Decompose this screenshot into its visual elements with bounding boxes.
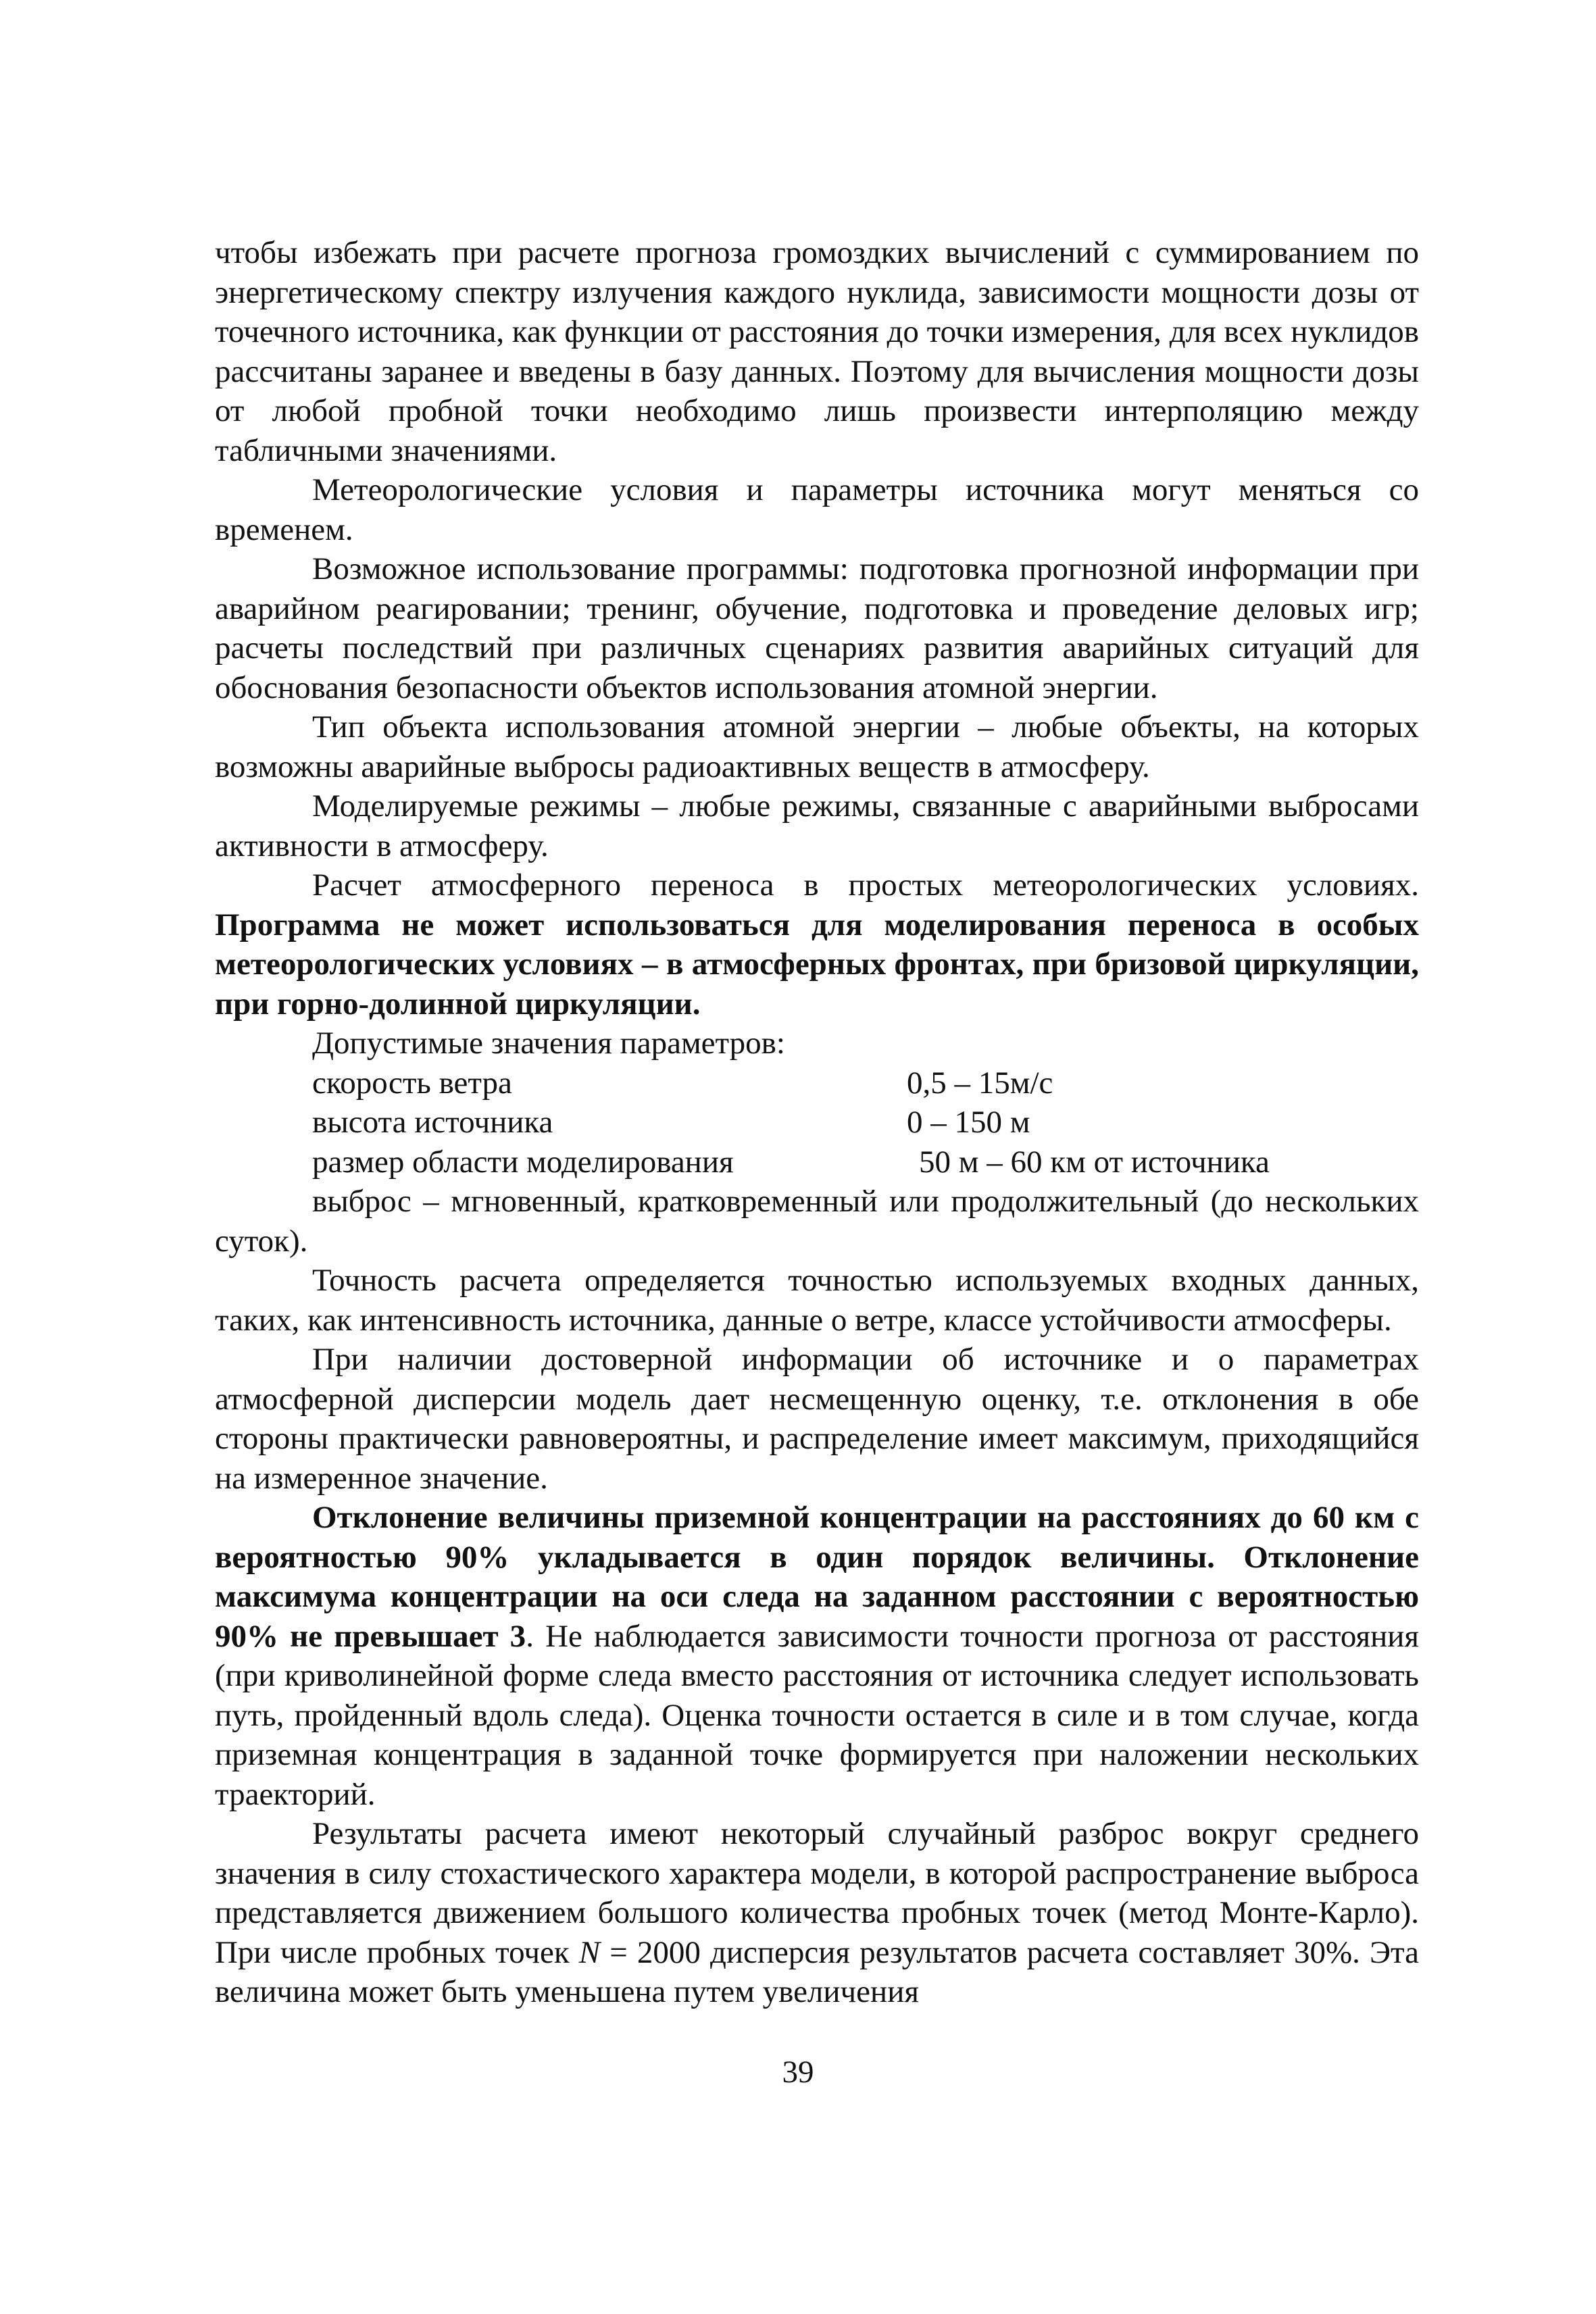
paragraph-10-text-b: = 2000 дисперсия результатов расчета составляет 30%. Эта величина может быть уменьшена путем увеличения xyxy=(215,1934,1419,2009)
param-name: скорость ветра xyxy=(312,1065,512,1101)
parameters-heading: Допустимые значения параметров: xyxy=(312,1026,785,1061)
paragraph-6 xyxy=(215,865,1419,1024)
param-name: размер области моделирования xyxy=(312,1144,734,1180)
param-row-area xyxy=(312,1142,1419,1182)
paragraph-10-text-a: Результаты расчета имеют некоторый случайный разброс вокруг среднего значения в силу стохастического характера модели, в которой распространение выброса представляется движением большого количества пробных точек (метод Монте-Карло). При числе пробных точек xyxy=(215,1816,1419,1970)
paragraph-9 xyxy=(215,1498,1419,1814)
paragraph-6-bold: Программа не может использоваться для моделирования переноса в особых метеорологических условиях – в атмосферных фронтах, при бризовой циркуляции, при горно-долинной циркуляции. xyxy=(215,907,1419,1022)
paragraph-8: При наличии достоверной информации об источнике и о параметрах атмосферной дисперсии модель дает несмещенную оценку, т.е. отклонения в обе стороны практически равновероятны, и распределение имеет максимум, приходящийся на измеренное значение. xyxy=(215,1342,1419,1496)
document-body xyxy=(215,233,1419,2012)
paragraph-4: Тип объекта использования атомной энергии – любые объекты, на которых возможны аварийные выбросы радиоактивных веществ в атмосферу. xyxy=(215,709,1419,784)
paragraph-9-bold: Отклонение величины приземной концентрации на расстояниях до 60 км с вероятностью 90% укладывается в один порядок величины. Отклонение максимума концентрации на оси следа на заданном расстоянии с вероятностью 90% не превышает 3 xyxy=(215,1500,1419,1654)
param-value: 0,5 – 15м/с xyxy=(907,1065,1053,1101)
param-name: высота источника xyxy=(312,1105,553,1140)
param-row-height xyxy=(312,1103,1419,1142)
paragraph-10 xyxy=(215,1814,1419,2012)
release-paragraph: выброс – мгновенный, кратковременный или продолжительный (до нескольких суток). xyxy=(215,1184,1419,1259)
parameters-block xyxy=(312,1024,1419,1182)
param-value: 50 м – 60 км от источника xyxy=(919,1144,1270,1180)
param-value: 0 – 150 м xyxy=(907,1105,1030,1140)
paragraph-5: Моделируемые режимы – любые режимы, связанные с аварийными выбросами активности в атмосферу. xyxy=(215,788,1419,863)
paragraph-6-text: Расчет атмосферного переноса в простых метеорологических условиях. xyxy=(312,867,1419,903)
paragraph-3: Возможное использование программы: подготовка прогнозной информации при аварийном реагировании; тренинг, обучение, подготовка и проведение деловых игр; расчеты последствий при различных сценариях развития аварийных ситуаций для обоснования безопасности объектов использования атомной энергии. xyxy=(215,551,1419,705)
paragraph-7: Точность расчета определяется точностью используемых входных данных, таких, как интенсивность источника, данные о ветре, классе устойчивости атмосферы. xyxy=(215,1263,1419,1338)
paragraph-1: чтобы избежать при расчете прогноза громоздких вычислений с суммированием по энергетическому спектру излучения каждого нуклида, зависимости мощности дозы от точечного источника, как функции от расстояния до точки измерения, для всех нуклидов рассчитаны заранее и введены в базу данных. Поэтому для вычисления мощности дозы от любой пробной точки необходимо лишь произвести интерполяцию между табличными значениями. xyxy=(215,235,1419,468)
paragraph-9-text: . Не наблюдается зависимости точности прогноза от расстояния (при криволинейной форме следа вместо расстояния от источника следует использовать путь, пройденный вдоль следа). Оценка точности остается в силе и в том случае, когда приземная концентрация в заданной точке формируется при наложении нескольких траекторий. xyxy=(215,1618,1419,1812)
page-number: 39 xyxy=(782,2055,814,2090)
param-row-wind xyxy=(312,1063,1419,1103)
paragraph-10-italic: N xyxy=(578,1934,601,1970)
paragraph-2: Метеорологические условия и параметры источника могут меняться со временем. xyxy=(215,472,1419,547)
